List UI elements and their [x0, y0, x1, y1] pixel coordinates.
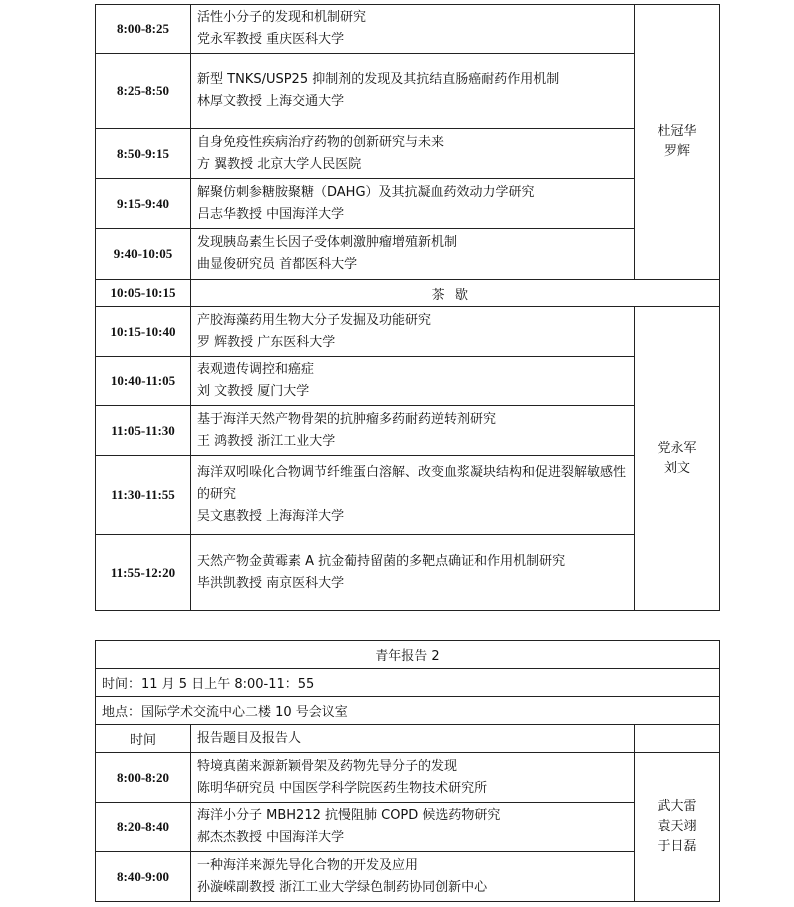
talk-title: 产胶海藻药用生物大分子发掘及功能研究 — [197, 312, 432, 328]
talk-time: 10:40-11:05 — [96, 357, 191, 406]
chair-name: 罗辉 — [663, 144, 690, 159]
talk-title: 一种海洋来源先导化合物的开发及应用 — [197, 857, 419, 873]
talk-speaker: 党永军教授 重庆医科大学 — [197, 32, 345, 47]
column-header-topic: 报告题目及报告人 — [191, 725, 635, 753]
talk-cell — [191, 406, 635, 456]
talk-time: 8:50-9:15 — [96, 129, 191, 179]
chair-name: 袁天翊 — [657, 819, 697, 834]
talk-cell — [191, 5, 635, 54]
talk-cell — [191, 803, 635, 852]
schedule-table-session1 — [95, 4, 720, 611]
chair-cell — [635, 5, 720, 280]
schedule-table-session2 — [95, 640, 720, 902]
talk-speaker: 刘 文教授 厦门大学 — [197, 384, 310, 399]
table-row — [96, 406, 720, 456]
talk-time: 8:00-8:25 — [96, 5, 191, 54]
talk-title: 发现胰岛素生长因子受体刺激肿瘤增殖新机制 — [197, 235, 458, 250]
session-heading-row — [96, 641, 720, 669]
table-row — [96, 357, 720, 406]
session-heading: 青年报告 2 — [96, 641, 720, 669]
talk-speaker: 陈明华研究员 中国医学科学院医药生物技术研究所 — [197, 780, 488, 796]
session1-rows — [96, 5, 720, 611]
talk-time: 11:55-12:20 — [96, 535, 191, 611]
talk-time: 11:30-11:55 — [96, 456, 191, 535]
talk-speaker: 王 鸿教授 浙江工业大学 — [197, 433, 336, 449]
talk-title: 特境真菌来源新颖骨架及药物先导分子的发现 — [197, 758, 458, 774]
talk-time: 8:20-8:40 — [96, 803, 191, 852]
talk-title: 基于海洋天然产物骨架的抗肿瘤多药耐药逆转剂研究 — [197, 411, 497, 427]
talk-cell — [191, 852, 635, 902]
talk-speaker: 方 翼教授 北京大学人民医院 — [197, 156, 362, 172]
table-row — [96, 129, 720, 179]
talk-cell — [191, 229, 635, 280]
talk-cell — [191, 535, 635, 611]
break-time: 10:05-10:15 — [96, 280, 191, 307]
talk-time: 8:25-8:50 — [96, 54, 191, 129]
talk-time: 8:00-8:20 — [96, 753, 191, 803]
talk-cell — [191, 54, 635, 129]
table-row — [96, 307, 720, 357]
talk-cell — [191, 357, 635, 406]
talk-speaker: 林厚文教授 上海交通大学 — [197, 94, 345, 109]
table-row — [96, 5, 720, 54]
talk-cell — [191, 129, 635, 179]
session-time-row — [96, 669, 720, 697]
table-row — [96, 535, 720, 611]
chair-cell — [635, 753, 720, 902]
talk-time: 10:15-10:40 — [96, 307, 191, 357]
talk-speaker: 孙漩嵘副教授 浙江工业大学绿色制药协同创新中心 — [197, 879, 488, 895]
talk-cell — [191, 307, 635, 357]
talk-cell — [191, 456, 635, 535]
table-row — [96, 179, 720, 229]
column-header-row — [96, 725, 720, 753]
column-header-time: 时间 — [96, 725, 191, 753]
table-row — [96, 456, 720, 535]
table-row — [96, 852, 720, 902]
talk-title: 自身免疫性疾病治疗药物的创新研究与未来 — [197, 134, 445, 150]
talk-cell — [191, 753, 635, 803]
talk-speaker: 吕志华教授 中国海洋大学 — [197, 206, 345, 222]
chair-name: 杜冠华 — [657, 124, 697, 139]
talk-title: 天然产物金黄霉素 A 抗金葡持留菌的多靶点确证和作用机制研究 — [197, 553, 566, 569]
talk-title: 海洋双吲哚化合物调节纤维蛋白溶解、改变血浆凝块结构和促进裂解敏感性的研究 — [197, 465, 627, 502]
talk-speaker: 毕洪凯教授 南京医科大学 — [197, 575, 345, 591]
column-header-chair — [635, 725, 720, 753]
talk-time: 9:40-10:05 — [96, 229, 191, 280]
session-place: 地点：国际学术交流中心二楼 10 号会议室 — [96, 697, 720, 725]
talk-time: 11:05-11:30 — [96, 406, 191, 456]
chair-name: 党永军 — [657, 440, 697, 456]
talk-title: 海洋小分子 MBH212 抗慢阻肺 COPD 候选药物研究 — [197, 808, 501, 823]
session2-rows — [96, 641, 720, 902]
talk-time: 9:15-9:40 — [96, 179, 191, 229]
talk-speaker: 吴文惠教授 上海海洋大学 — [197, 509, 345, 524]
talk-title: 新型 TNKS/USP25 抑制剂的发现及其抗结直肠癌耐药作用机制 — [197, 72, 560, 87]
chair-name: 刘文 — [663, 460, 690, 476]
table-row — [96, 229, 720, 280]
talk-speaker: 郝杰杰教授 中国海洋大学 — [197, 830, 345, 845]
chair-name: 于日磊 — [657, 839, 697, 854]
talk-title: 解聚仿刺参糖胺聚糖（DAHG）及其抗凝血药效动力学研究 — [197, 184, 535, 200]
talk-cell — [191, 179, 635, 229]
talk-speaker: 曲显俊研究员 首都医科大学 — [197, 257, 358, 272]
break-row — [96, 280, 720, 307]
table-row — [96, 54, 720, 129]
chair-name: 武大雷 — [657, 799, 697, 814]
session-time: 时间：11 月 5 日上午 8:00-11：55 — [96, 669, 720, 697]
table-row — [96, 803, 720, 852]
talk-title: 表观遗传调控和癌症 — [197, 362, 315, 377]
table-row — [96, 753, 720, 803]
talk-title: 活性小分子的发现和机制研究 — [197, 10, 367, 25]
talk-time: 8:40-9:00 — [96, 852, 191, 902]
session-place-row — [96, 697, 720, 725]
chair-cell — [635, 307, 720, 611]
talk-speaker: 罗 辉教授 广东医科大学 — [197, 334, 336, 350]
break-label: 茶歇 — [191, 280, 720, 307]
